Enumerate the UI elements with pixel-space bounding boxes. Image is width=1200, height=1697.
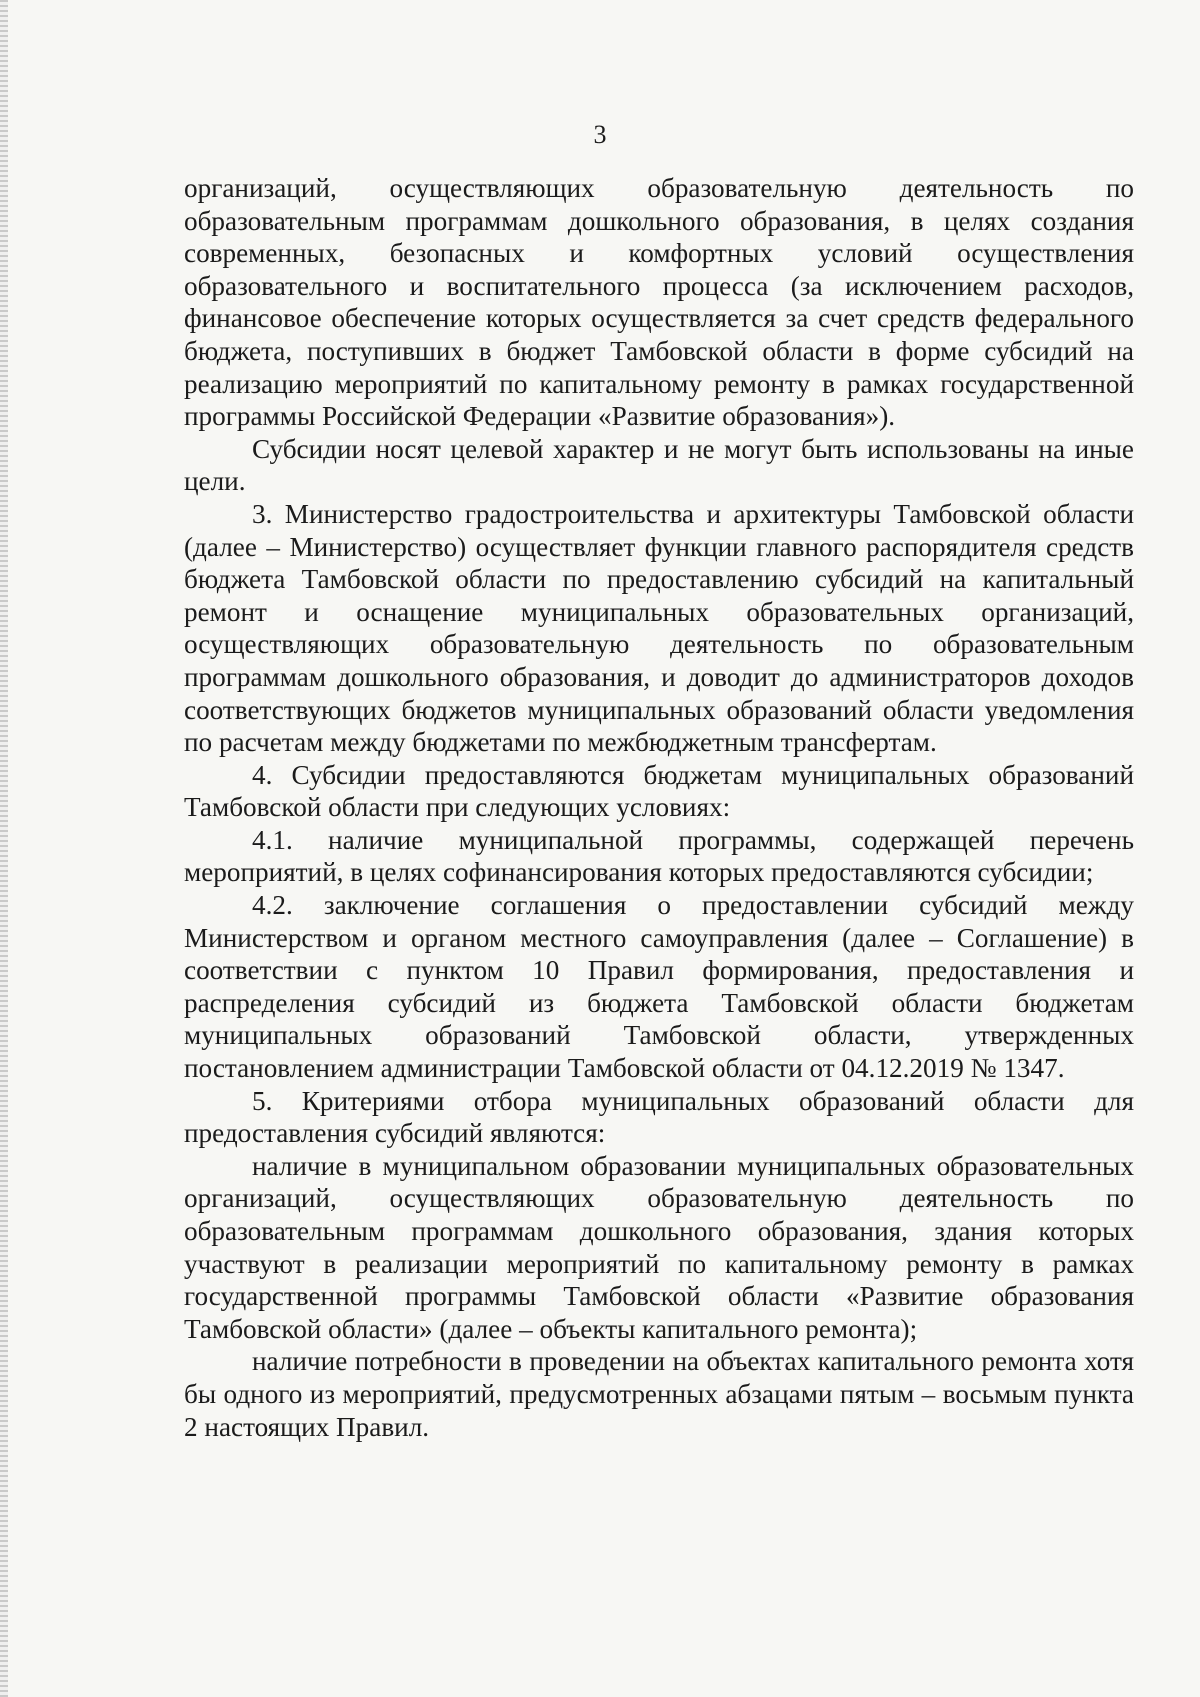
paragraph-subsidy-purpose: Субсидии носят целевой характер и не могут быть использованы на иные цели. — [184, 433, 1134, 497]
paragraph-continuation: организаций, осуществляющих образовательную деятельность по образовательным программам дошкольного образования, в целях создания современных, безопасных и комфортных условий осуществления образовательного и воспитательного процесса (за исключением расходов, финансовое обеспечение которых осуществляется за счет средств федерального бюджета, поступивших в бюджет Тамбовской области в форме субсидий на реализацию мероприятий по капитальному ремонту в рамках государственной программы Российской Федерации «Развитие образования»). — [184, 173, 1134, 432]
page-number: 3 — [593, 120, 607, 149]
paragraph-clause-5: 5. Критериями отбора муниципальных образований области для предоставления субсидий являются: — [184, 1085, 1134, 1149]
paragraph-clause-3: 3. Министерство градостроительства и архитектуры Тамбовской области (далее – Министерство) осуществляет функции главного распорядителя средств бюджета Тамбовской области по предоставлению субсидий на капитальный ремонт и оснащение муниципальных образовательных организаций, осуществляющих образовательную деятельность по образовательным программам дошкольного образования, и доводит до администраторов доходов соответствующих бюджетов муниципальных образований области уведомления по расчетам между бюджетами по межбюджетным трансфертам. — [184, 498, 1134, 758]
paragraph-clause-4-1: 4.1. наличие муниципальной программы, содержащей перечень мероприятий, в целях софинансирования которых предоставляются субсидии; — [184, 824, 1134, 888]
scan-edge — [0, 0, 8, 1697]
paragraph-criterion-2: наличие потребности в проведении на объектах капитального ремонта хотя бы одного из мероприятий, предусмотренных абзацами пятым – восьмым пункта 2 настоящих Правил. — [184, 1346, 1134, 1442]
paragraph-clause-4-2: 4.2. заключение соглашения о предоставлении субсидий между Министерством и органом местного самоуправления (далее – Соглашение) в соответствии с пунктом 10 Правил формирования, предоставления и распределения субсидий из бюджета Тамбовской области бюджетам муниципальных образований Тамбовской области, утвержденных постановлением администрации Тамбовской области от 04.12.2019 № 1347. — [184, 890, 1134, 1084]
paragraph-criterion-1: наличие в муниципальном образовании муниципальных образовательных организаций, осуществляющих образовательную деятельность по образовательным программам дошкольного образования, здания которых участвуют в реализации мероприятий по капитальному ремонту в рамках государственной программы Тамбовской области «Развитие образования Тамбовской области» (далее – объекты капитального ремонта); — [184, 1150, 1134, 1344]
paragraph-clause-4: 4. Субсидии предоставляются бюджетам муниципальных образований Тамбовской области при следующих условиях: — [184, 759, 1134, 823]
document-body — [184, 172, 1134, 1443]
